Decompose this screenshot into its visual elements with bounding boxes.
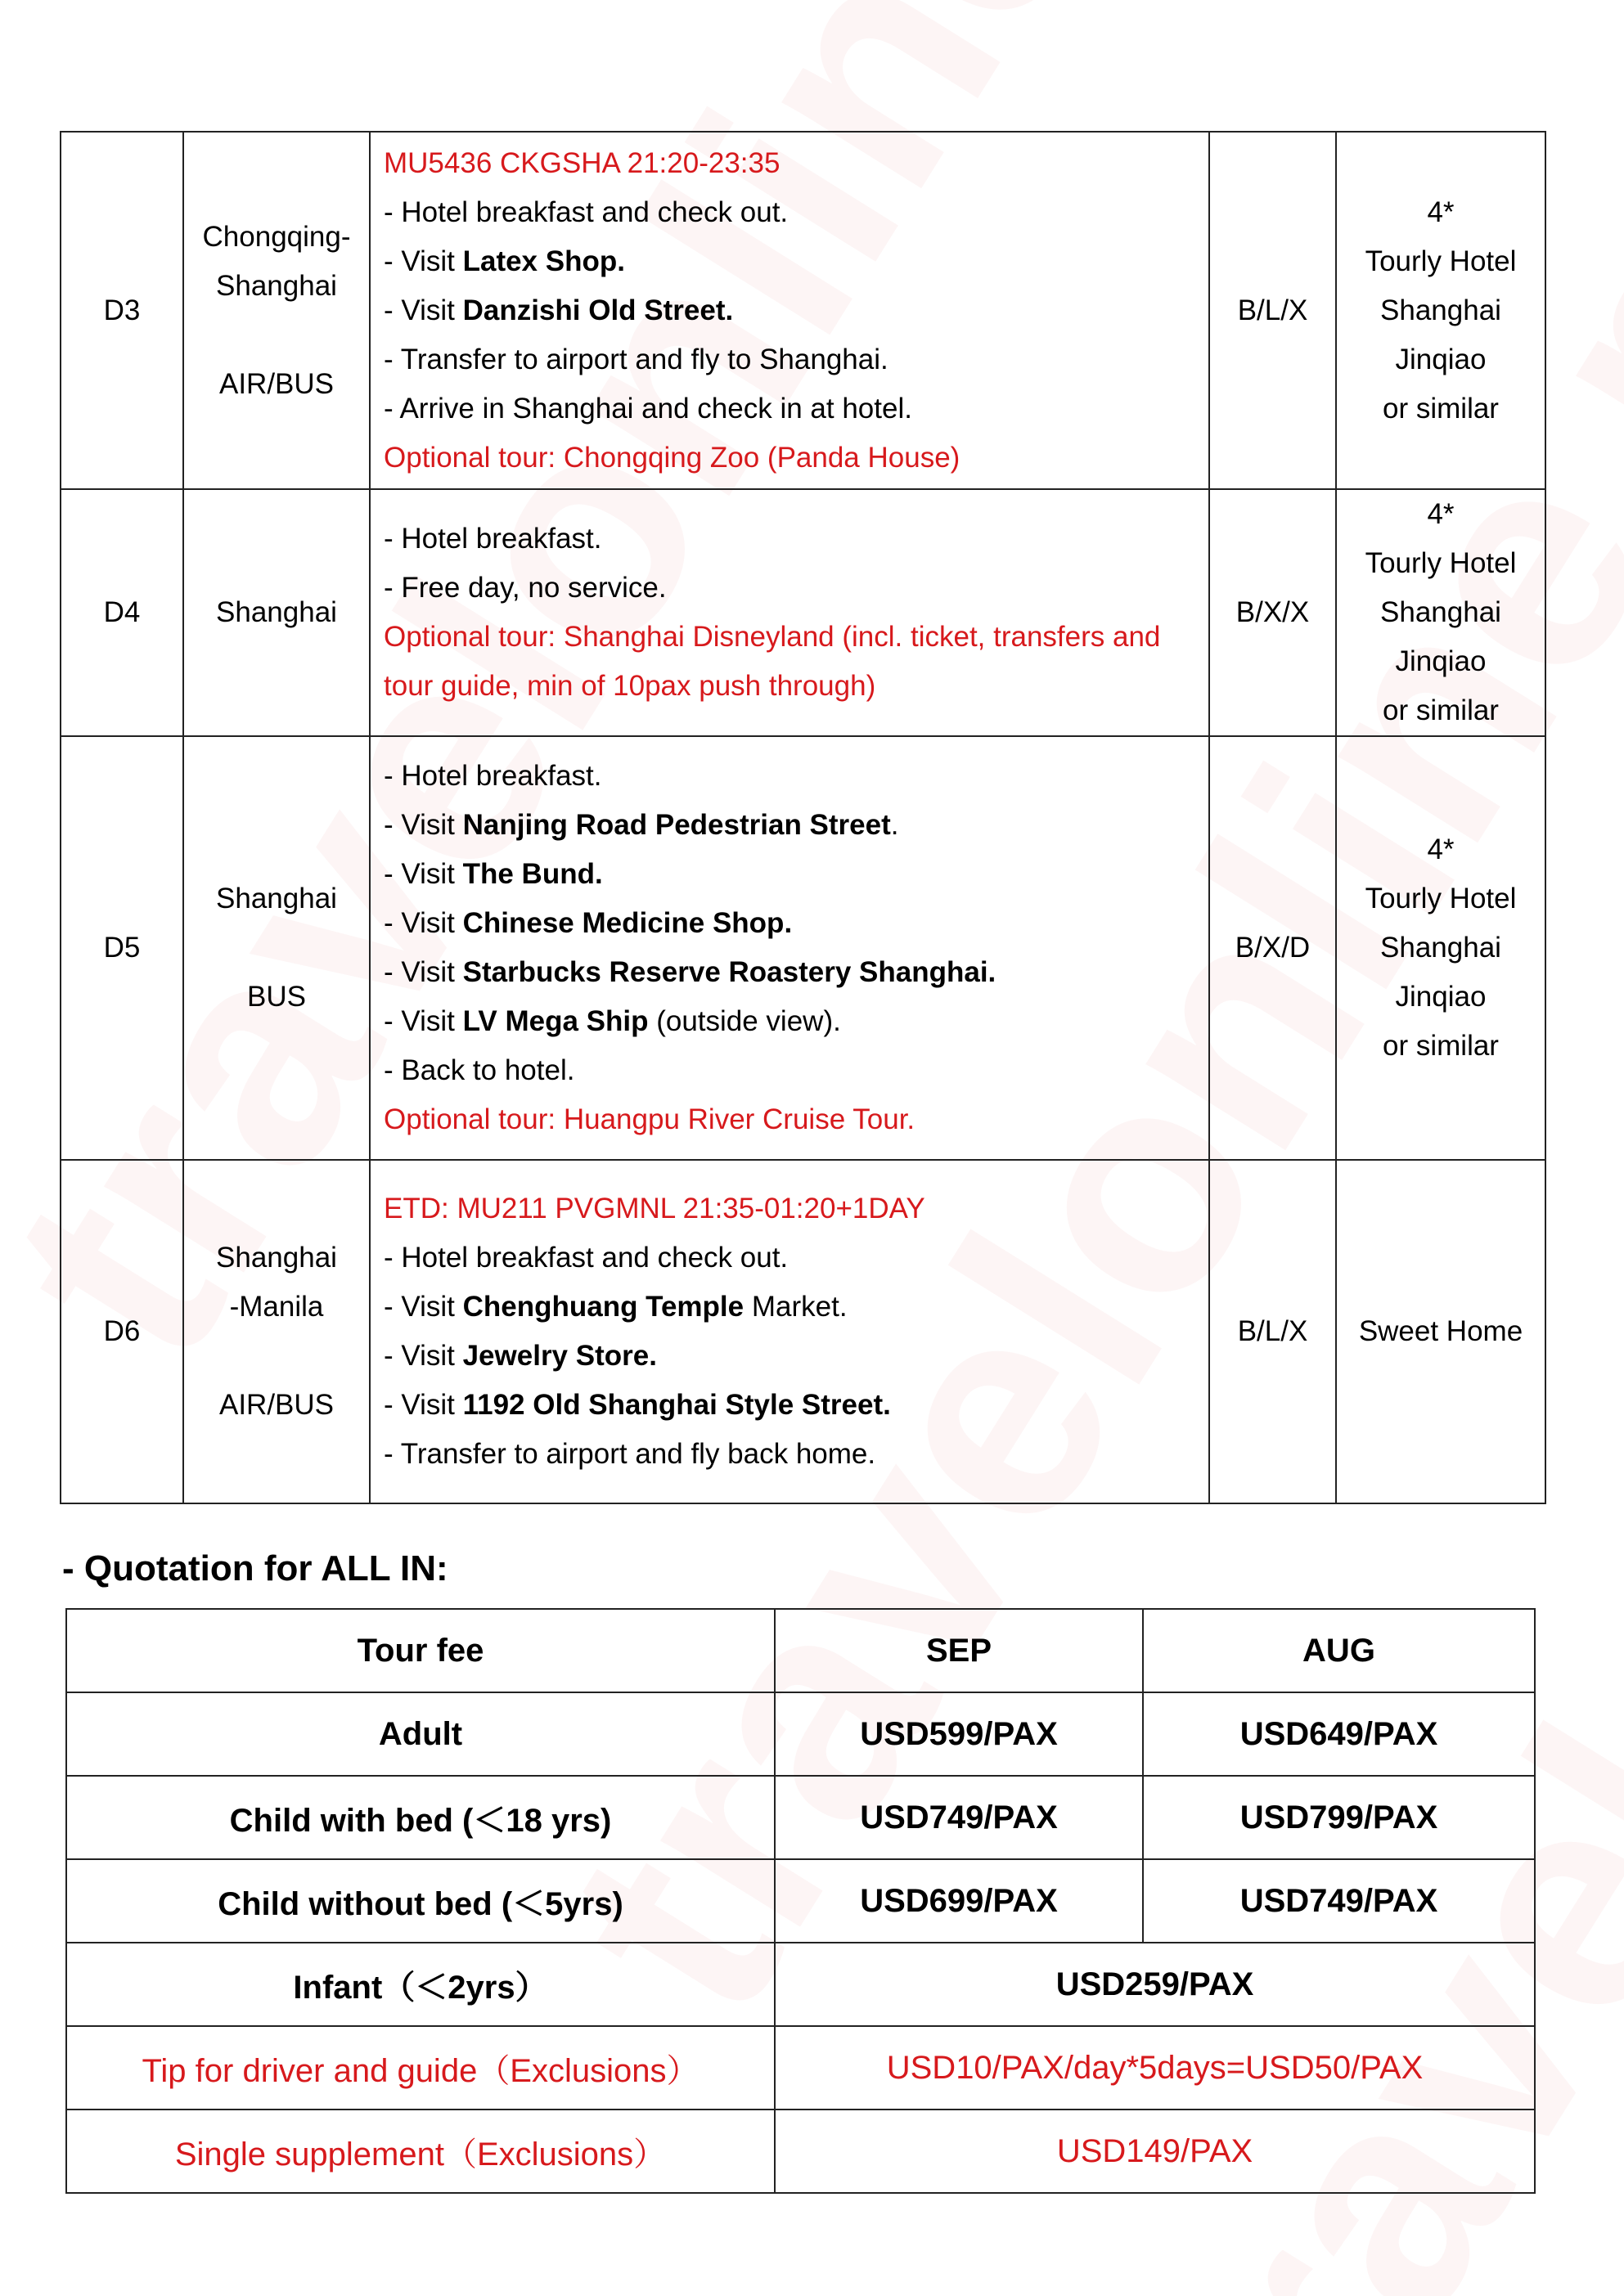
price-value: USD10/PAX/day*5days=USD50/PAX (775, 2026, 1535, 2110)
price-value: USD259/PAX (775, 1943, 1535, 2026)
route-line: Shanghai (216, 269, 337, 302)
transport-line: AIR/BUS (218, 1389, 335, 1421)
hotel-line: Shanghai (1380, 596, 1501, 628)
activity-item: - Visit Chenghuang Temple Market. (384, 1291, 848, 1323)
route-cell (183, 489, 370, 736)
header-aug: AUG (1143, 1609, 1535, 1692)
hotel-rating: 4* (1427, 195, 1455, 228)
price-sep: USD699/PAX (775, 1859, 1143, 1943)
activity-item: - Back to hotel. (384, 1054, 575, 1086)
spacer (184, 923, 369, 973)
hotel-line: or similar (1383, 1030, 1499, 1062)
hotel-line: Jinqiao (1395, 645, 1487, 677)
description-cell (370, 132, 1209, 489)
route-cell (183, 736, 370, 1160)
hotel-line: Tourly Hotel (1365, 547, 1517, 579)
activity-item: - Visit 1192 Old Shanghai Style Street. (384, 1389, 891, 1421)
activity-item: - Visit The Bund. (384, 858, 603, 890)
itinerary-row (61, 1160, 1545, 1503)
optional-tour: Optional tour: Shanghai Disneyland (incl. ticket, transfers and (384, 621, 1161, 653)
price-aug: USD799/PAX (1143, 1776, 1535, 1859)
day-cell: D5 (61, 736, 183, 1160)
price-row-child-with-bed (66, 1776, 1535, 1859)
hotel-rating: 4* (1427, 498, 1455, 530)
flight-info: MU5436 CKGSHA 21:20-23:35 (384, 146, 781, 179)
activity-item: - Hotel breakfast and check out. (384, 195, 789, 228)
meals-cell: B/L/X (1209, 132, 1336, 489)
hotel-line: Tourly Hotel (1365, 883, 1517, 914)
spacer (184, 1332, 369, 1381)
itinerary-row (61, 736, 1545, 1160)
activity-item: - Hotel breakfast. (384, 760, 602, 792)
route-line: Shanghai (216, 596, 337, 628)
hotel-line: Shanghai (1380, 294, 1501, 326)
route-cell (183, 132, 370, 489)
quotation-title: - Quotation for ALL IN: (62, 1548, 448, 1588)
price-label: Infant（＜2yrs） (66, 1943, 775, 2026)
optional-tour: tour guide, min of 10pax push through) (384, 670, 876, 702)
transport-line: AIR/BUS (218, 367, 335, 400)
header-tour-fee: Tour fee (66, 1609, 775, 1692)
activity-item: - Visit Starbucks Reserve Roastery Shanghai. (384, 956, 996, 988)
price-row-child-without-bed (66, 1859, 1535, 1943)
price-label: Tip for driver and guide（Exclusions） (66, 2026, 775, 2110)
hotel-rating: 4* (1427, 833, 1455, 865)
day-cell: D6 (61, 1160, 183, 1503)
activity-item: - Arrive in Shanghai and check in at hotel. (384, 392, 912, 425)
price-value: USD149/PAX (775, 2110, 1535, 2193)
route-line: -Manila (229, 1291, 324, 1323)
price-aug: USD649/PAX (1143, 1692, 1535, 1776)
price-sep: USD599/PAX (775, 1692, 1143, 1776)
day-cell: D3 (61, 132, 183, 489)
route-line: Chongqing- (202, 220, 351, 253)
hotel-cell (1336, 132, 1545, 489)
quotation-header-row (66, 1609, 1535, 1692)
price-aug: USD749/PAX (1143, 1859, 1535, 1943)
optional-tour: Optional tour: Huangpu River Cruise Tour. (384, 1103, 915, 1135)
price-row-adult (66, 1692, 1535, 1776)
hotel-line: Shanghai (1380, 932, 1501, 964)
itinerary-table (60, 131, 1546, 1504)
description-cell (370, 489, 1209, 736)
activity-item: - Transfer to airport and fly to Shanghai. (384, 343, 888, 375)
activity-item: - Hotel breakfast and check out. (384, 1242, 789, 1274)
route-line: Shanghai (216, 1242, 337, 1274)
price-label: Child with bed (＜18 yrs) (66, 1776, 775, 1859)
optional-tour: Optional tour: Chongqing Zoo (Panda House) (384, 441, 960, 474)
hotel-line: Tourly Hotel (1365, 245, 1517, 277)
price-label: Single supplement（Exclusions） (66, 2110, 775, 2193)
activity-item: - Transfer to airport and fly back home. (384, 1438, 876, 1470)
transport-line: BUS (247, 981, 306, 1013)
hotel-line: Jinqiao (1395, 343, 1487, 375)
price-row-infant (66, 1943, 1535, 2026)
hotel-line: Sweet Home (1358, 1315, 1523, 1347)
day-cell: D4 (61, 489, 183, 736)
price-row-single-supplement (66, 2110, 1535, 2193)
hotel-cell (1336, 1160, 1545, 1503)
price-label: Child without bed (＜5yrs) (66, 1859, 775, 1943)
itinerary-row (61, 489, 1545, 736)
hotel-cell (1336, 736, 1545, 1160)
hotel-cell (1336, 489, 1545, 736)
activity-item: - Visit LV Mega Ship (outside view). (384, 1005, 841, 1037)
price-row-tip (66, 2026, 1535, 2110)
hotel-line: Jinqiao (1395, 981, 1487, 1013)
header-sep: SEP (775, 1609, 1143, 1692)
activity-item: - Hotel breakfast. (384, 523, 602, 555)
activity-item: - Free day, no service. (384, 572, 667, 604)
quotation-table (65, 1608, 1536, 2194)
meals-cell: B/L/X (1209, 1160, 1336, 1503)
activity-item: - Visit Nanjing Road Pedestrian Street. (384, 809, 899, 841)
meals-cell: B/X/X (1209, 489, 1336, 736)
activity-item: - Visit Chinese Medicine Shop. (384, 907, 793, 939)
meals-cell: B/X/D (1209, 736, 1336, 1160)
itinerary-row (61, 132, 1545, 489)
activity-item: - Visit Jewelry Store. (384, 1340, 657, 1372)
spacer (184, 311, 369, 360)
description-cell (370, 1160, 1209, 1503)
hotel-line: or similar (1383, 392, 1499, 425)
hotel-line: or similar (1383, 694, 1499, 726)
route-cell (183, 1160, 370, 1503)
flight-info: ETD: MU211 PVGMNL 21:35-01:20+1DAY (384, 1193, 925, 1224)
price-sep: USD749/PAX (775, 1776, 1143, 1859)
description-cell (370, 736, 1209, 1160)
route-line: Shanghai (216, 883, 337, 914)
activity-item: - Visit Latex Shop. (384, 245, 625, 277)
activity-item: - Visit Danzishi Old Street. (384, 294, 734, 326)
price-label: Adult (66, 1692, 775, 1776)
